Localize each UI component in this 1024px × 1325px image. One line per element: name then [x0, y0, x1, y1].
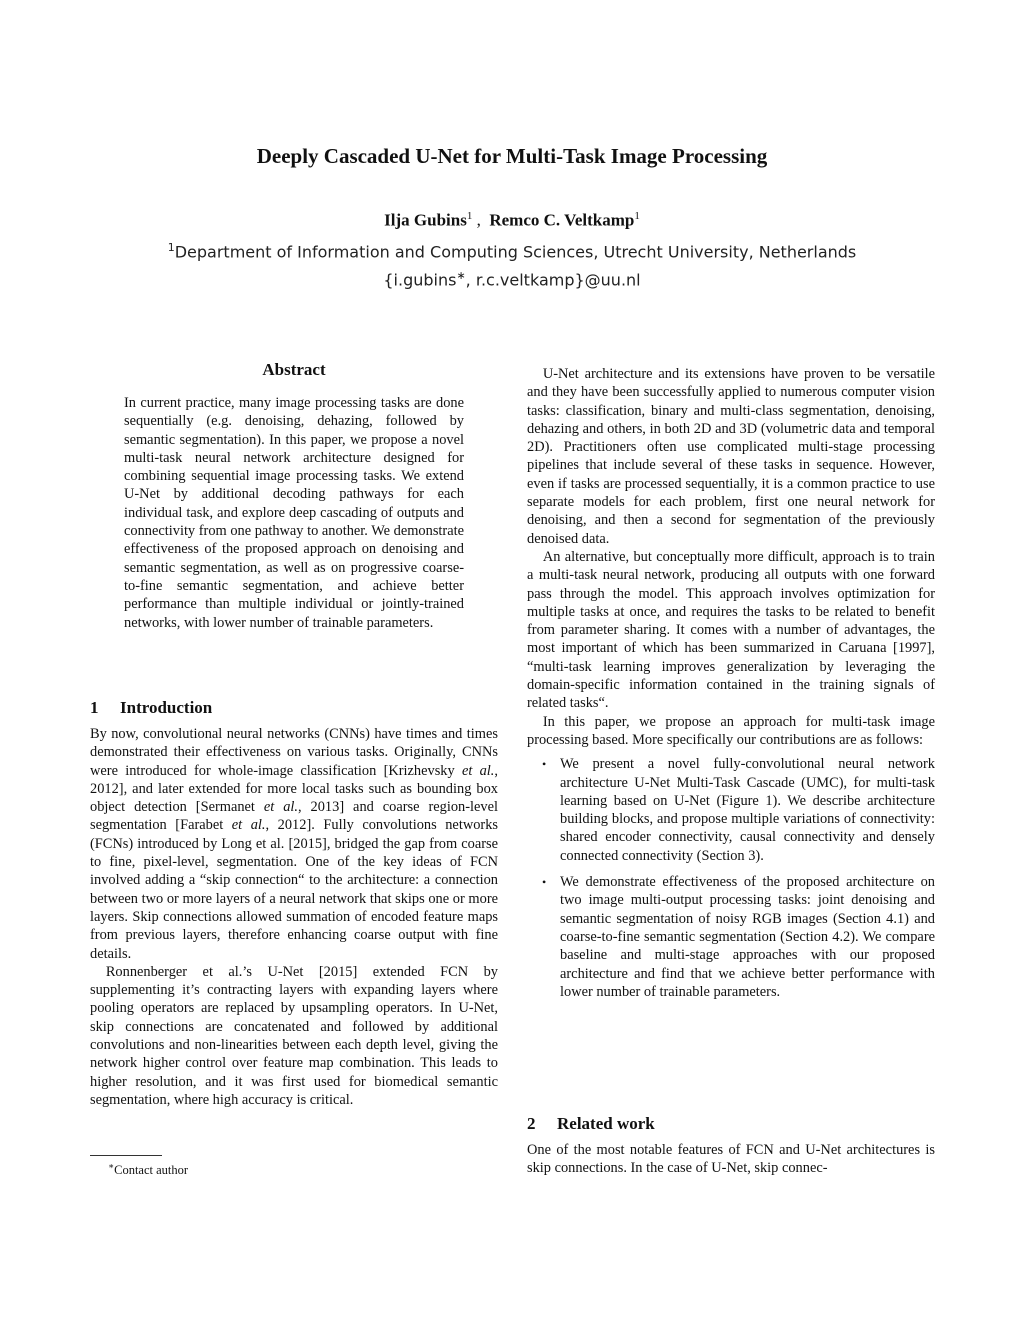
section-2-title: Related work: [557, 1114, 655, 1133]
author-line: [0, 210, 1024, 231]
abstract-body: [124, 394, 464, 632]
email-rest: , r.c.veltkamp}@uu.nl: [465, 270, 641, 290]
author-1-affil-mark: 1: [466, 210, 473, 222]
right-paragraph-3: In this paper, we propose an approach for multi-task image processing based. More specifically our contributions are as follows:: [527, 713, 935, 748]
right-paragraph-1: U-Net architecture and its extensions have proven to be versatile and they have been successfully applied to numerous computer vision tasks: classification, binary and multi-class segmentation, denoising, dehazing and others, in both 2D and 3D (volumetric data and temporal 2D). Practitioners often use complicated multi-stage processing pipelines that include several of these tasks in sequence. However, even if tasks are processed sequentially, it is a common practice to use separate models for each problem, first one neural network for denoising, and then a second for segmentation of the previously denoised data.: [527, 366, 935, 547]
citation-etal: et al.: [461, 762, 495, 779]
related-work-body: [527, 1141, 935, 1178]
footnote: [108, 1161, 188, 1178]
contribution-1: We present a novel fully-convolutional neural network architecture U-Net Multi-Task Cascade (UMC), for multi-task learning based on U-Net (Figure 1). We describe architecture building blocks, and propose multiple variations of connectivity: shared encoder connectivity, causal connectivity and densely connected connectivity (Section 3).: [560, 756, 935, 864]
footnote-mark: ∗: [108, 1161, 115, 1171]
footnote-text: Contact author: [114, 1163, 189, 1178]
section-2-number: 2: [527, 1114, 536, 1133]
section-1-number: 1: [90, 698, 99, 717]
introduction-body: [90, 725, 498, 1109]
footnote-rule: [90, 1155, 162, 1156]
list-item: [527, 755, 935, 865]
right-column-body: [527, 365, 935, 1009]
bullet-icon: •: [542, 757, 547, 772]
affiliation-mark: 1: [167, 241, 175, 254]
related-paragraph-1: One of the most notable features of FCN and U-Net architectures is skip connections. In the case of U-Net, skip connec-: [527, 1142, 935, 1177]
citation-etal: et al.: [231, 817, 266, 834]
intro-paragraph-2: Ronnenberger et al.’s U-Net [2015] extended FCN by supplementing it’s contracting layers with expanding layers where pooling operators are replaced by upsampling operators. In U-Net, skip connections are concatenated and followed by additional convolutions and non-linearities between each depth level, giving the network higher control over feature map combination. This leads to higher resolution, and it was first used for biomedical semantic segmentation, where high accuracy is critical.: [90, 963, 498, 1108]
abstract-heading: Abstract: [262, 360, 326, 379]
author-1: Ilja Gubins: [384, 210, 467, 230]
section-1-title: Introduction: [120, 698, 213, 717]
bullet-icon: •: [542, 875, 547, 890]
author-2-affil-mark: 1: [634, 210, 640, 222]
author-separator: ,: [472, 210, 490, 230]
contribution-2: We demonstrate effectiveness of the proposed architecture on two image multi-output processing tasks: joint denoising and semantic segmentation of noisy RGB images (Section 4.1) and coarse-to-fine semantic segmentation (Section 4.2). We compare baseline and multi-stage approaches with our proposed architecture and find that we achieve better performance with lower number of trainable parameters.: [560, 874, 935, 1000]
email-star: ∗: [456, 269, 466, 282]
affiliation-text: Department of Information and Computing Sciences, Utrecht University, Netherlands: [174, 242, 857, 262]
email-line: [0, 269, 1024, 289]
email-first: {i.gubins: [383, 270, 457, 290]
intro-paragraph-1: By now, convolutional neural networks (CNNs) have times and times demonstrated their effectiveness on various tasks. Originally, CNNs were introduced for whole-image classification [Krizhevsky et al., 2012], and later extended for more local tasks such as bounding box object detection [Sermanet et al., 2013] and coarse region-level segmentation [Farabet et al., 2012]. Fully convolutions networks (FCNs) introduced by Long et al. [2015], bridged the gap from coarse to fine, pixel-level, segmentation. One of the key ideas of FCN involved adding a “skip connection“ to the architecture: a connection between two or more layers of a neural network that skips one or more layers. Skip connections allowed summation of encoded feature maps from previous layers, therefore enhancing coarse output with fine details.: [90, 726, 498, 962]
citation-etal: et al.: [263, 799, 298, 816]
paper-title: Deeply Cascaded U-Net for Multi-Task Image Processing: [256, 144, 768, 168]
contributions-list: [527, 755, 935, 1001]
author-2: Remco C. Veltkamp: [489, 210, 635, 230]
section-1-heading: [90, 698, 212, 718]
right-paragraph-2: An alternative, but conceptually more difficult, approach is to train a multi-task neural network, producing all outputs with one forward pass through the model. This approach involves optimization for multiple tasks at once, and requires the tasks to be related to benefit from parameter sharing. It comes with a number of advantages, the most important of which has been summarized in Caruana [1997], “multi-task learning improves generalization by leveraging the domain-specific information contained in the training signals of related tasks“.: [527, 548, 935, 712]
affiliation: [0, 241, 1024, 261]
list-item: [527, 873, 935, 1001]
abstract-text: In current practice, many image processing tasks are done sequentially (e.g. denoising, dehazing, followed by semantic segmentation). In this paper, we propose a novel multi-task neural network architecture designed for combining sequential image processing tasks. We extend U-Net by additional decoding pathways for each individual task, and explore deep cascading of outputs and connectivity from one pathway to another. We demonstrate effectiveness of the proposed approach on denoising and semantic segmentation, as well as on progressive coarse-to-fine semantic segmentation, and achieve better performance than multiple individual or jointly-trained networks, with lower number of trainable parameters.: [124, 395, 464, 631]
section-2-heading: [527, 1114, 655, 1134]
